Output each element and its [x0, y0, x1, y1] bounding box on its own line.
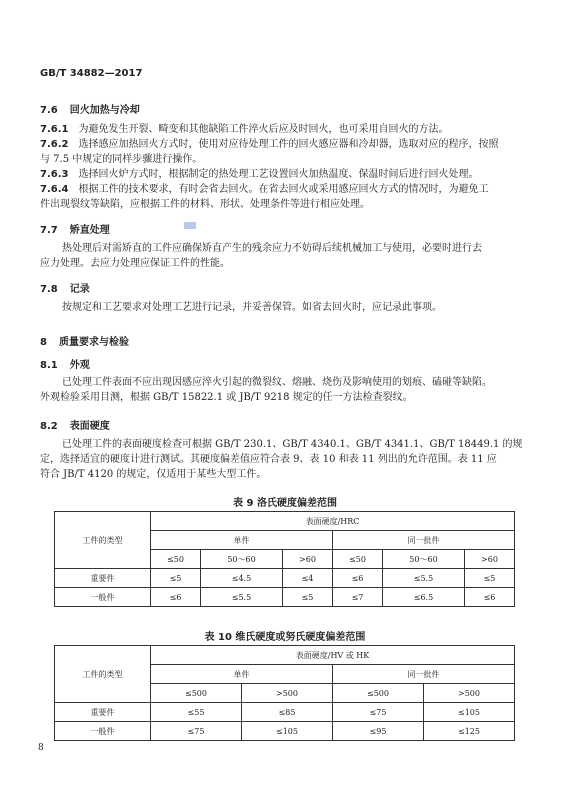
clause-7-6-4-cont: 件出现裂纹等缺陷，应根据工件的材料、形状、处理条件等进行相应处理。: [40, 199, 370, 210]
table-9-row-label: 重要件: [55, 569, 151, 588]
table-9-col-header: >60: [283, 550, 333, 569]
clause-7-6-2: [40, 137, 498, 152]
table-row: [55, 703, 515, 722]
table-9-subheader-batch: 同一批件: [332, 531, 514, 550]
section-7-8-heading: [40, 280, 90, 295]
section-title: 矫直处理: [69, 225, 110, 236]
table-10-col-header: ≤500: [333, 684, 424, 703]
section-8-2-text-3: 符合 JB/T 4120 的规定，仅适用于某些大型工件。: [40, 469, 267, 480]
table-cell: ≤5.5: [382, 569, 464, 588]
table-9-col-header: ≤50: [151, 550, 201, 569]
table-cell: ≤4: [283, 569, 333, 588]
clause-7-6-2-cont: 与 7.5 中规定的同样步骤进行操作。: [40, 154, 203, 165]
table-cell: ≤6: [332, 569, 382, 588]
clause-number: 7.6.3: [40, 169, 69, 180]
table-cell: ≤75: [333, 703, 424, 722]
section-7-6-heading: [40, 101, 140, 116]
table-row: [55, 588, 515, 607]
table-cell: ≤6.5: [382, 588, 464, 607]
table-10-group-header: 表面硬度/HV 或 HK: [151, 646, 515, 665]
section-title: 质量要求与检验: [58, 337, 129, 348]
section-title: 回火加热与冷却: [69, 105, 140, 116]
section-7-7-text-1: 热处理后对需矫直的工件应确保矫直产生的残余应力不妨碍后续机械加工与使用，必要时进行去: [62, 243, 482, 254]
table-9: [54, 511, 515, 607]
section-number: 7.6: [40, 105, 58, 116]
standard-number: GB/T 34882—2017: [40, 68, 143, 79]
table-cell: ≤5: [151, 569, 201, 588]
table-cell: ≤95: [333, 722, 424, 741]
section-number: 7.7: [40, 225, 58, 236]
clause-text: 选择回火炉方式时，根据制定的热处理工艺设置回火加热温度、保温时间后进行回火处理。: [78, 169, 479, 180]
section-8-2-heading: [40, 417, 110, 432]
clause-7-6-1: [40, 122, 448, 137]
section-title: 记录: [69, 284, 90, 295]
table-cell: ≤125: [424, 722, 515, 741]
section-7-7-heading: [40, 221, 110, 236]
clause-text: 为避免发生开裂、畸变和其他缺陷工件淬火后应及时回火，也可采用自回火的方法。: [78, 124, 449, 135]
section-8-1-text-1: 已处理工件表面不应出现因感应淬火引起的微裂纹、熔融、烧伤及影响使用的划痕、磕碰等缺陷。: [62, 377, 492, 388]
table-9-col-header: >60: [464, 550, 514, 569]
table-cell: ≤55: [151, 703, 242, 722]
section-8-2-text-2: 定，选择适宜的硬度计进行测试。其硬度偏差值应符合表 9、表 10 和表 11 列出的允许范围。表 11 应: [40, 454, 497, 465]
table-cell: ≤5.5: [200, 588, 282, 607]
section-8-1-heading: [40, 356, 90, 371]
section-number: 8.1: [40, 360, 58, 371]
table-cell: ≤85: [242, 703, 333, 722]
clause-text: 选择感应加热回火方式时，使用对应待处理工件的回火感应器和冷却器，选取对应的程序，按照: [78, 139, 499, 150]
table-10-row-label: 一般件: [55, 722, 151, 741]
table-10-row-header: 工件的类型: [55, 646, 151, 703]
table-10-col-header: ≤500: [151, 684, 242, 703]
table-cell: ≤7: [332, 588, 382, 607]
table-10-caption: 表 10 维氏硬度或努氏硬度偏差范围: [204, 632, 366, 643]
table-10-row-label: 重要件: [55, 703, 151, 722]
table-row: [55, 722, 515, 741]
watermark-mark: [184, 222, 196, 229]
table-cell: ≤4.5: [200, 569, 282, 588]
section-7-8-text: 按规定和工艺要求对处理工艺进行记录，并妥善保管。如省去回火时，应记录此事项。: [62, 302, 442, 313]
clause-number: 7.6.1: [40, 124, 69, 135]
section-8-heading: [40, 333, 129, 348]
section-8-2-text-1: 已处理工件的表面硬度检查可根据 GB/T 230.1、GB/T 4340.1、GB/T 4341.1、GB/T 18449.1 的规: [62, 439, 523, 450]
section-title: 表面硬度: [69, 421, 110, 432]
table-10-subheader-batch: 同一批件: [333, 665, 515, 684]
table-9-col-header: 50～60: [200, 550, 282, 569]
table-10-col-header: >500: [242, 684, 333, 703]
section-number: 8.2: [40, 421, 58, 432]
table-cell: ≤5: [283, 588, 333, 607]
section-8-1-text-2: 外观检验采用目测，根据 GB/T 15822.1 或 JB/T 9218 规定的任一方法检查裂纹。: [40, 392, 413, 403]
table-9-group-header: 表面硬度/HRC: [151, 512, 515, 531]
table-row: [55, 569, 515, 588]
table-9-row-label: 一般件: [55, 588, 151, 607]
table-cell: ≤5: [464, 569, 514, 588]
clause-number: 7.6.2: [40, 139, 69, 150]
table-9-row-header: 工件的类型: [55, 512, 151, 569]
table-cell: ≤105: [424, 703, 515, 722]
section-7-7-text-2: 应力处理。去应力处理应保证工件的性能。: [40, 258, 230, 269]
section-number: 7.8: [40, 284, 58, 295]
table-10: [54, 645, 515, 741]
table-9-col-header: 50～60: [382, 550, 464, 569]
section-number: 8: [40, 337, 47, 348]
table-10-col-header: >500: [424, 684, 515, 703]
table-9-caption: 表 9 洛氏硬度偏差范围: [233, 498, 337, 509]
table-10-subheader-single: 单件: [151, 665, 333, 684]
page-number: 8: [38, 743, 44, 753]
table-cell: ≤6: [151, 588, 201, 607]
clause-7-6-3: [40, 167, 478, 182]
clause-number: 7.6.4: [40, 184, 69, 195]
table-cell: ≤75: [151, 722, 242, 741]
clause-text: 根据工件的技术要求，有时会省去回火。在省去回火或采用感应回火方式的情况时，为避免工: [78, 184, 489, 195]
table-cell: ≤6: [464, 588, 514, 607]
table-9-col-header: ≤50: [332, 550, 382, 569]
table-cell: ≤105: [242, 722, 333, 741]
clause-7-6-4: [40, 182, 488, 197]
section-title: 外观: [69, 360, 90, 371]
table-9-subheader-single: 单件: [151, 531, 333, 550]
